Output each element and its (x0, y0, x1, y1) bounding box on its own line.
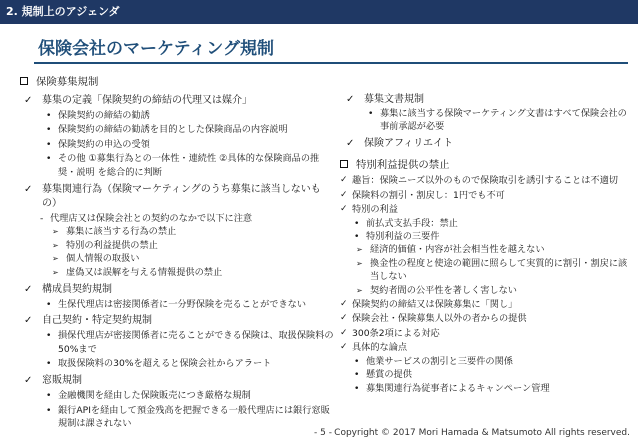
check-icon: ✓ (340, 204, 348, 215)
arrow-icon: ➢ (356, 258, 363, 268)
dot-icon: • (354, 369, 360, 381)
dot-icon: • (46, 138, 52, 150)
check-icon: ✓ (346, 94, 355, 105)
check-item: ✓ 募集の定義「保険契約の締結の代理又は媒介」 (24, 94, 252, 106)
bullet-item: • 保険契約の締結の勧誘を目的とした保険商品の内容説明 (46, 124, 288, 136)
arrow-item: ➢ 換金性の程度と使途の範囲に照らして実質的に割引・割戻に該当しない (356, 257, 628, 283)
title-underline (34, 62, 628, 64)
arrow-item: ➢ 個人情報の取扱い (52, 253, 140, 265)
arrow-item: ➢ 募集に該当する行為の禁止 (52, 226, 177, 238)
dot-icon: • (354, 231, 360, 243)
check-icon: ✓ (340, 313, 348, 324)
check-item: ✓ 保険アフィリエイト (346, 137, 453, 149)
check-icon: ✓ (340, 189, 348, 200)
arrow-item: ➢ 契約者間の公平性を著しく害しない (356, 284, 517, 296)
check-icon: ✓ (24, 94, 33, 106)
check-item: ✓ 窓販規制 (24, 374, 82, 386)
check-icon: ✓ (340, 175, 348, 186)
check-item: ✓ 構成員契約規制 (24, 283, 112, 295)
bullet-item: • 他業サービスの割引と三要件の関係 (354, 355, 513, 367)
bullet-item: • 募集に該当する保険マーケティング文書はすべて保険会社の事前承認が必要 (368, 108, 627, 133)
check-item: ✓ 具体的な論点 (340, 342, 408, 354)
bullet-item: • 損保代理店が密接関係者に売ることができる保険は、取扱保険料の50%まで (46, 330, 334, 355)
dot-icon: • (354, 217, 360, 229)
page-number: - 5 - (314, 428, 332, 438)
section-label: 2. 規制上のアジェンダ (6, 5, 120, 18)
bullet-item: • 金融機関を経由した保険販売につき厳格な規制 (46, 389, 251, 401)
dot-icon: • (46, 124, 52, 136)
bullet-item: • 保険契約の申込の受領 (46, 138, 150, 150)
dot-icon: • (46, 153, 52, 165)
dot-icon: • (46, 358, 52, 370)
check-item: ✓ 保険会社・保険募集人以外の者からの提供 (340, 313, 527, 325)
check-item: ✓ 趣旨：保険ニーズ以外のもので保険取引を誘引することは不適切 (340, 175, 618, 187)
dot-icon: • (46, 404, 52, 416)
dot-icon: • (46, 109, 52, 121)
dot-icon: • (354, 382, 360, 394)
bullet-item: • 取扱保険料の30%を超えると保険会社からアラート (46, 358, 272, 370)
dash-item: - 代理店又は保険会社との契約のなかで以下に注意 (40, 212, 253, 224)
check-item: ✓ 募集文書規制 (346, 94, 424, 105)
arrow-icon: ➢ (52, 254, 59, 264)
check-item: ✓ 自己契約・特定契約規制 (24, 315, 152, 327)
check-icon: ✓ (24, 315, 33, 327)
check-icon: ✓ (346, 137, 355, 149)
arrow-icon: ➢ (52, 240, 59, 250)
copyright: Copyright © 2017 Mori Hamada & Matsumoto All rights reserved. (334, 428, 630, 438)
check-icon: ✓ (340, 342, 348, 353)
check-icon: ✓ (24, 283, 33, 295)
square-bullet-icon (340, 160, 348, 168)
right-column (340, 90, 632, 395)
bullet-item: • 銀行APIを経由して預金残高を把握できる一般代理店には銀行窓販規制は課されない (46, 404, 330, 430)
left-column (18, 76, 334, 431)
check-item: ✓ 特別の利益 (340, 204, 398, 216)
arrow-item: ➢ 特別の利益提供の禁止 (52, 239, 158, 251)
dot-icon: • (46, 389, 52, 401)
check-icon: ✓ (340, 299, 348, 310)
arrow-icon: ➢ (52, 267, 59, 277)
dot-icon: • (46, 298, 52, 310)
arrow-item: ➢ 虚偽又は誤解を与える情報提供の禁止 (52, 266, 223, 278)
bullet-item: • 懸賞の提供 (354, 369, 412, 381)
bullet-item: • 生保代理店は密接関係者に一分野保険を売ることができない (46, 298, 307, 310)
dash-icon: - (40, 212, 44, 224)
bullet-item: • 特別利益の三要件 (354, 231, 440, 243)
square-bullet-icon (20, 77, 28, 85)
arrow-icon: ➢ (356, 245, 363, 255)
check-item: ✓ 300条2項による対応 (340, 327, 440, 339)
right-section-heading: 特別利益提供の禁止 (340, 159, 632, 173)
page-title: 保険会社のマーケティング規制 (38, 39, 274, 59)
bullet-item: • 募集関連行為従事者によるキャンペーン管理 (354, 382, 550, 394)
bullet-item: • 前払式支払手段：禁止 (354, 217, 458, 229)
arrow-item: ➢ 経済的価値・内容が社会相当性を越えない (356, 244, 545, 256)
left-section-heading: 保険募集規制 (18, 76, 334, 90)
check-item: ✓ 保険料の割引・割戻し：1円でも不可 (340, 189, 505, 201)
dot-icon: • (46, 330, 52, 342)
dot-icon: • (368, 108, 374, 119)
check-item: ✓ 募集関連行為（保険マーケティングのうち募集に該当しないもの） (24, 183, 321, 209)
check-item: ✓ 保険契約の締結又は保険募集に「関し」 (340, 299, 518, 311)
bullet-item: • その他 ①募集行為との一体性・連続性 ②具体的な保険商品の推奨・説明 を総合的に判断 (46, 153, 320, 178)
bullet-item: • 保険契約の締結の勧誘 (46, 109, 150, 121)
check-icon: ✓ (24, 183, 33, 195)
check-icon: ✓ (24, 374, 33, 386)
arrow-icon: ➢ (356, 285, 363, 295)
dot-icon: • (354, 355, 360, 367)
arrow-icon: ➢ (52, 227, 59, 237)
check-icon: ✓ (340, 327, 348, 338)
header-bar (0, 0, 638, 24)
